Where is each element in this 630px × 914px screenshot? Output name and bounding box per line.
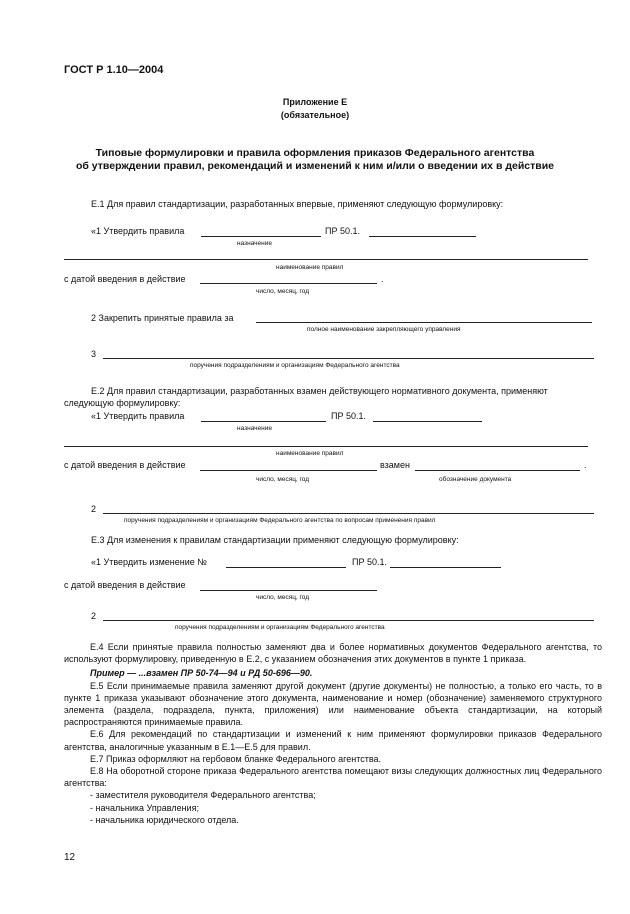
e1-rules-name-line — [64, 259, 588, 260]
heading-line-1: Типовые формулировки и правила оформления приказов Федерального агентства — [95, 147, 535, 159]
e2-intro-line-2: следующую формулировку: — [64, 398, 181, 408]
e3-change-number-line — [226, 567, 346, 568]
e2-caption-tasks: поручения подразделениям и организациям Федерального агентства по вопросам применения правил — [124, 517, 436, 524]
e2-date-line — [200, 470, 377, 471]
e2-caption-designation: назначение — [237, 425, 273, 432]
e2-intro-line-1: Е.2 Для правил стандартизации, разработанных взамен действующего нормативного документа, применяют — [91, 386, 548, 396]
e3-pr-label: ПР 50.1. — [352, 557, 387, 567]
appendix-status: (обязательное) — [280, 110, 350, 120]
paragraph-e6: Е.6 Для рекомендаций по стандартизации и изменений к ним применяют формулировки приказов Федерального агентства, аналогичные указанным в Е.1—Е.5 для правил. — [64, 729, 602, 752]
heading-line-2: об утверждении правил, рекомендаций и изменений к ним и/или о введении их в действие — [75, 160, 555, 172]
e2-document-line — [415, 470, 580, 471]
list-item: - начальника юридического отдела. — [90, 814, 239, 825]
e3-intro: Е.3 Для изменения к правилам стандартизации применяют следующую формулировку: — [91, 535, 459, 545]
e3-date-line — [200, 590, 377, 591]
e1-caption-tasks: поручения подразделениям и организациям Федерального агентства — [190, 362, 400, 369]
page-number: 12 — [64, 852, 76, 863]
e1-caption-designation: назначение — [237, 240, 273, 247]
e1-caption-department: полное наименование закрепляющего управления — [307, 326, 461, 333]
e1-department-line — [256, 322, 592, 323]
paragraph-e4: Е.4 Если принятые правила полностью заменяют два и более нормативных документов Федерального агентства, то используют формулировку, приведенную в Е.2, с указанием обозначения этих документов в пункте 1 приказа. — [64, 642, 602, 665]
e3-approve-label: «1 Утвердить изменение № — [91, 557, 207, 567]
e2-approve-label: «1 Утвердить правила — [91, 411, 185, 421]
e3-tasks-line — [103, 620, 594, 621]
paragraph-e5: Е.5 Если принимаемые правила заменяют другой документ (другие документы) не полностью, а только его часть, то в пункте 1 приказа указывают обозначение этого документа, наименование и номер (обозначение) заменяемого структурного элемента (раздела, подраздела, пункта, приложения) или наименование объекта стандартизации, на который распространяются принимаемые правила. — [64, 680, 602, 728]
appendix-title: Приложение Е — [282, 97, 348, 107]
e3-caption-date: число, месяц, год — [256, 594, 310, 601]
e2-effective-label: с датой введения в действие — [64, 460, 186, 470]
e3-number-line — [390, 567, 501, 568]
e2-number-line — [373, 421, 482, 422]
e1-caption-rules-name: наименование правил — [276, 264, 344, 271]
e1-assign-label: 2 Закрепить принятые правила за — [91, 313, 234, 323]
e2-caption-document: обозначение документа — [439, 476, 512, 483]
e2-pr-label: ПР 50.1. — [331, 411, 366, 421]
paragraph-e8: Е.8 На оборотной стороне приказа Федерального агентства помещают визы следующих должностных лиц Федерального агентства: — [64, 766, 602, 789]
e1-pr-label: ПР 50.1. — [325, 226, 360, 236]
e2-caption-rules-name: наименование правил — [276, 450, 344, 457]
e3-caption-tasks: поручения подразделениям и организациям Федерального агентства — [175, 624, 385, 631]
e2-instead-label: взамен — [380, 460, 410, 470]
example-line: Пример — ...взамен ПР 50-74—94 и РД 50-696—90. — [90, 668, 313, 679]
e1-dot: . — [381, 274, 384, 284]
e1-caption-date: число, месяц, год — [256, 288, 310, 295]
e1-intro: Е.1 Для правил стандартизации, разработанных впервые, применяют следующую формулировку: — [91, 199, 504, 209]
e2-dot: . — [584, 460, 587, 470]
e2-tasks-line — [103, 513, 594, 514]
e3-effective-label: с датой введения в действие — [64, 580, 186, 590]
list-item: - заместителя руководителя Федерального агентства; — [90, 790, 316, 801]
e3-item-2: 2 — [91, 611, 97, 621]
e2-caption-date: число, месяц, год — [256, 476, 310, 483]
e2-rules-name-line — [64, 446, 588, 447]
document-header: ГОСТ Р 1.10—2004 — [64, 64, 164, 76]
list-item: - начальника Управления; — [90, 802, 199, 813]
e2-item-2: 2 — [91, 504, 97, 514]
e2-designation-line — [201, 421, 326, 422]
e1-approve-label: «1 Утвердить правила — [91, 226, 185, 236]
e1-designation-line — [201, 236, 321, 237]
e1-number-line — [369, 236, 476, 237]
body-text — [64, 641, 602, 826]
e1-tasks-line — [103, 358, 594, 359]
paragraph-e7: Е.7 Приказ оформляют на гербовом бланке Федерального агентства. — [90, 753, 382, 764]
e1-item-3: 3 — [91, 349, 97, 359]
e1-date-line — [200, 283, 377, 284]
e1-effective-label: с датой введения в действие — [64, 274, 186, 284]
